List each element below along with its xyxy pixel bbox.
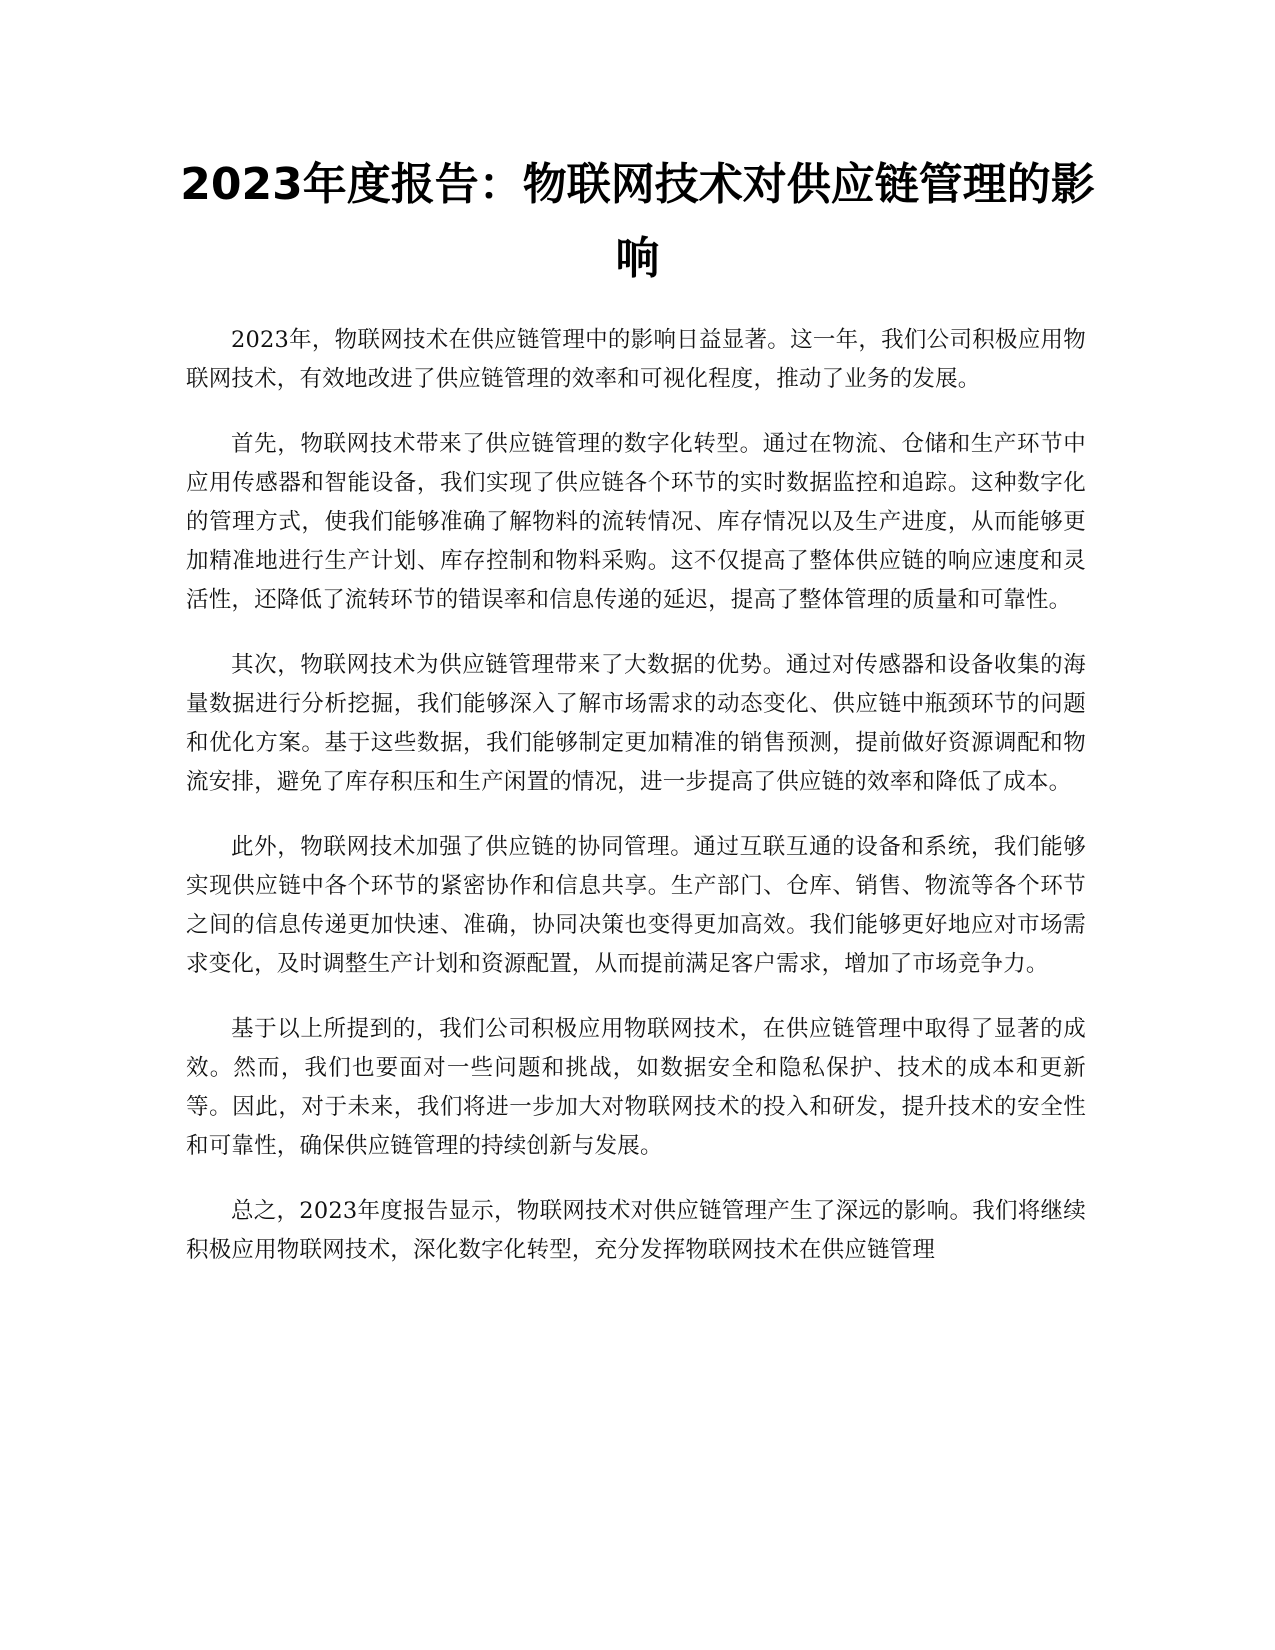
paragraph-conclusion: 总之，2023年度报告显示，物联网技术对供应链管理产生了深远的影响。我们将继续积极应用物联网技术，深化数字化转型，充分发挥物联网技术在供应链管理 xyxy=(186,1198,1086,1263)
document-body xyxy=(186,321,1086,1296)
paragraph-big-data: 其次，物联网技术为供应链管理带来了大数据的优势。通过对传感器和设备收集的海量数据进行分析挖掘，我们能够深入了解市场需求的动态变化、供应链中瓶颈环节的问题和优化方案。基于这些数据，我们能够制定更加精准的销售预测，提前做好资源调配和物流安排，避免了库存积压和生产闲置的情况，进一步提高了供应链的效率和降低了成本。 xyxy=(186,652,1086,795)
paragraph-collaboration: 此外，物联网技术加强了供应链的协同管理。通过互联互通的设备和系统，我们能够实现供应链中各个环节的紧密协作和信息共享。生产部门、仓库、销售、物流等各个环节之间的信息传递更加快速、准确，协同决策也变得更加高效。我们能够更好地应对市场需求变化，及时调整生产计划和资源配置，从而提前满足客户需求，增加了市场竞争力。 xyxy=(186,834,1086,977)
paragraph-challenges: 基于以上所提到的，我们公司积极应用物联网技术，在供应链管理中取得了显著的成效。然而，我们也要面对一些问题和挑战，如数据安全和隐私保护、技术的成本和更新等。因此，对于未来，我们将进一步加大对物联网技术的投入和研发，提升技术的安全性和可靠性，确保供应链管理的持续创新与发展。 xyxy=(186,1016,1086,1159)
paragraph-digital-transformation: 首先，物联网技术带来了供应链管理的数字化转型。通过在物流、仓储和生产环节中应用传感器和智能设备，我们实现了供应链各个环节的实时数据监控和追踪。这种数字化的管理方式，使我们能够准确了解物料的流转情况、库存情况以及生产进度，从而能够更加精准地进行生产计划、库存控制和物料采购。这不仅提高了整体供应链的响应速度和灵活性，还降低了流转环节的错误率和信息传递的延迟，提高了整体管理的质量和可靠性。 xyxy=(186,431,1086,613)
paragraph-intro: 2023年，物联网技术在供应链管理中的影响日益显著。这一年，我们公司积极应用物联网技术，有效地改进了供应链管理的效率和可视化程度，推动了业务的发展。 xyxy=(186,327,1086,392)
document-title: 2023年度报告：物联网技术对供应链管理的影响 xyxy=(180,159,1095,284)
